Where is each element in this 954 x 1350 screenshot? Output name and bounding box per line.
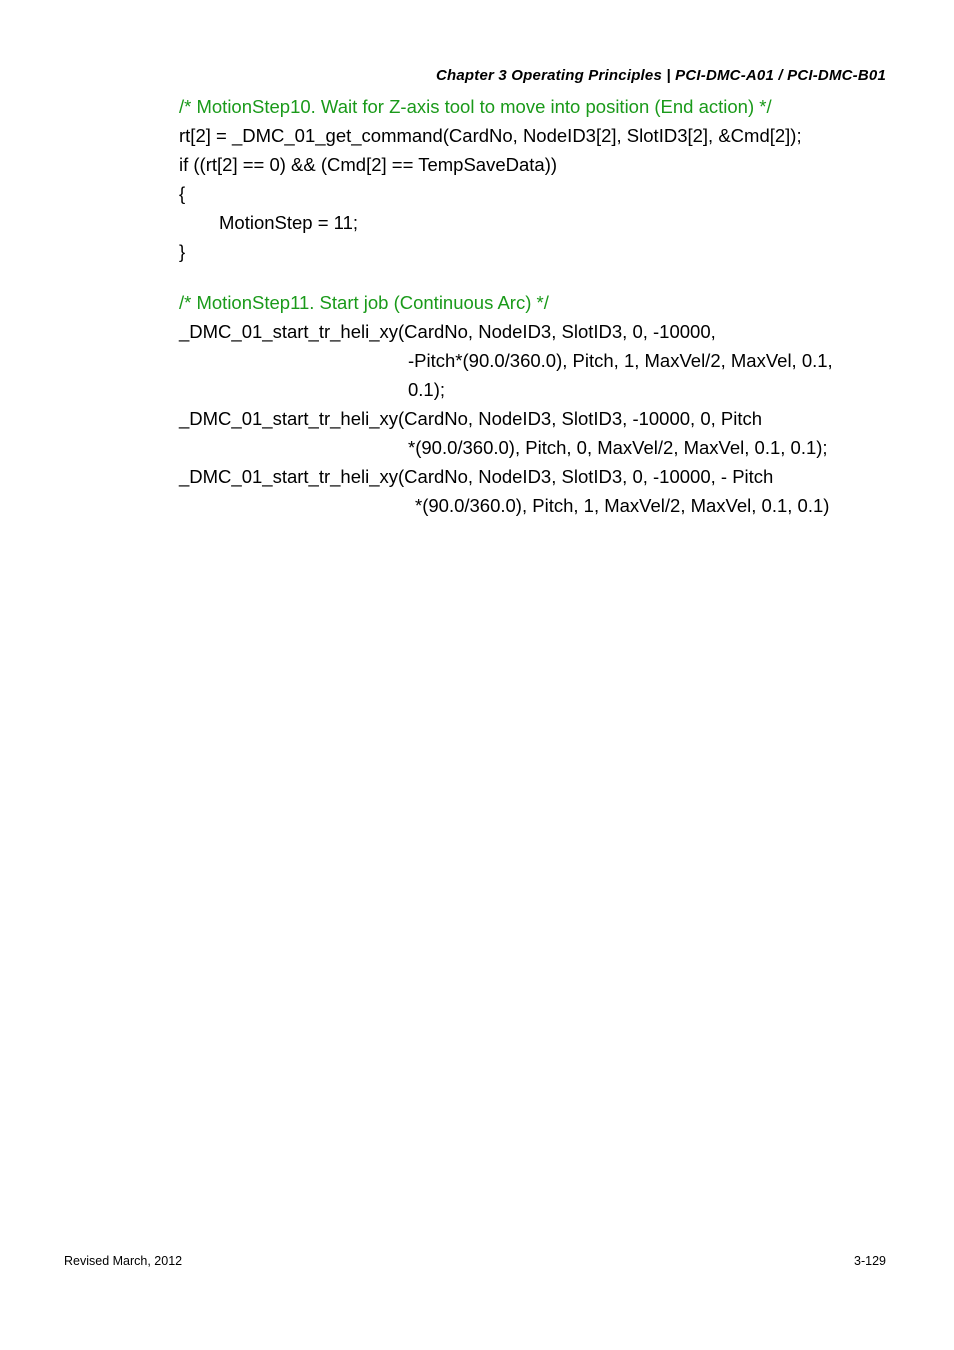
page-number: 3-129 — [854, 1254, 886, 1268]
spacer — [179, 266, 833, 288]
code-line: _DMC_01_start_tr_heli_xy(CardNo, NodeID3, SlotID3, 0, -10000, — [179, 321, 716, 342]
code-line: rt[2] = _DMC_01_get_command(CardNo, NodeID3[2], SlotID3[2], &Cmd[2]); — [179, 125, 802, 146]
code-line-continued: *(90.0/360.0), Pitch, 0, MaxVel/2, MaxVel, 0.1, 0.1); — [408, 437, 828, 458]
page-header: Chapter 3 Operating Principles | PCI-DMC-A01 / PCI-DMC-B01 — [435, 67, 886, 84]
code-line: if ((rt[2] == 0) && (Cmd[2] == TempSaveData)) — [179, 154, 558, 175]
code-listing — [179, 92, 833, 520]
code-line-continued: 0.1); — [408, 379, 446, 400]
code-brace-close: } — [179, 241, 186, 262]
footer-revision: Revised March, 2012 — [64, 1254, 183, 1268]
code-line-continued: *(90.0/360.0), Pitch, 1, MaxVel/2, MaxVel, 0.1, 0.1) — [415, 495, 830, 516]
step10-comment: /* MotionStep10. Wait for Z-axis tool to move into position (End action) */ — [179, 96, 772, 117]
step11-comment: /* MotionStep11. Start job (Continuous Arc) */ — [179, 292, 549, 313]
code-line: MotionStep = 11; — [219, 212, 359, 233]
code-brace-open: { — [179, 183, 186, 204]
code-line: _DMC_01_start_tr_heli_xy(CardNo, NodeID3, SlotID3, -10000, 0, Pitch — [179, 408, 763, 429]
code-line-continued: -Pitch*(90.0/360.0), Pitch, 1, MaxVel/2, MaxVel, 0.1, — [408, 350, 833, 371]
code-line: _DMC_01_start_tr_heli_xy(CardNo, NodeID3, SlotID3, 0, -10000, - Pitch — [179, 466, 774, 487]
